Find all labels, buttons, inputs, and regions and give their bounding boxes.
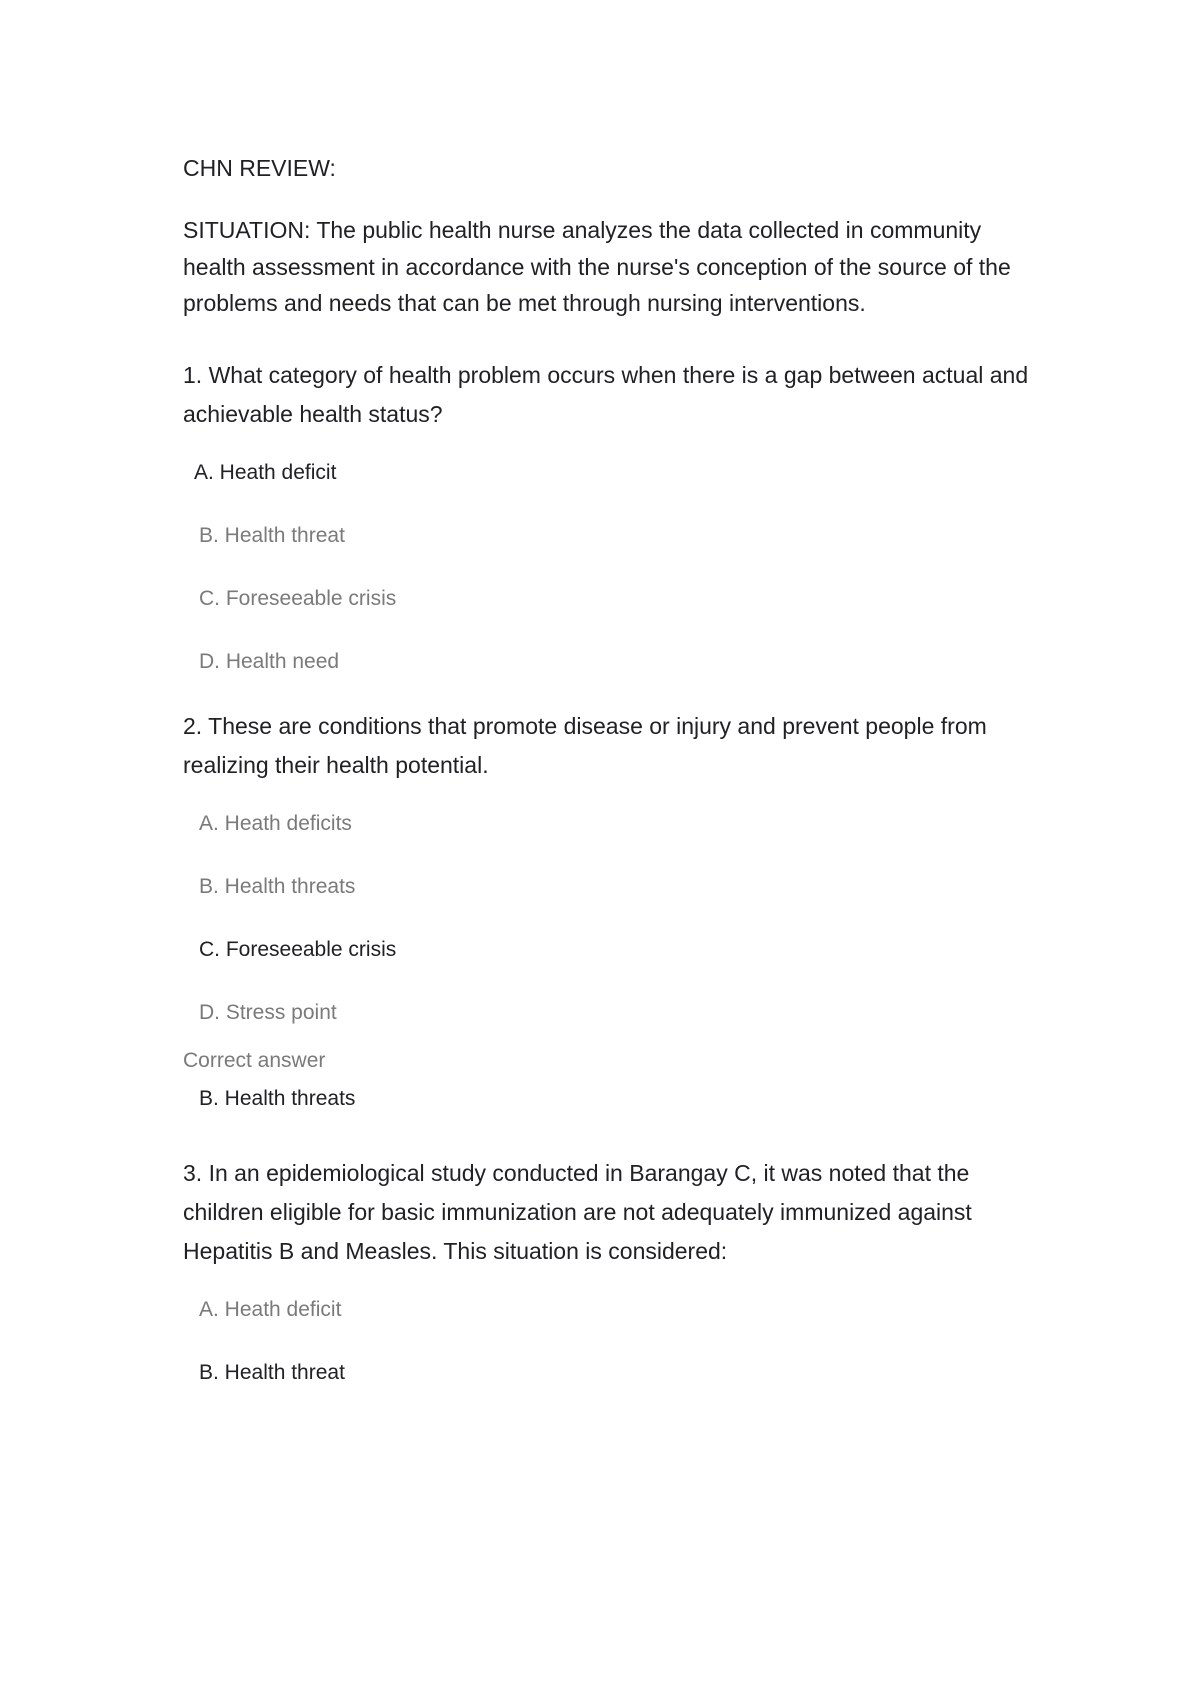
document-page [183, 150, 1043, 1407]
question-2-option-d[interactable]: D. Stress point [199, 1000, 337, 1024]
question-1-options [183, 459, 1043, 675]
question-3: 3. In an epidemiological study conducted in Barangay C, it was noted that the children eligible for basic immunization are not adequately immunized against Hepatitis B and Measles. This situation is considered: [183, 1159, 972, 1264]
question-2: 2. These are conditions that promote disease or injury and prevent people from realizing their health potential. [183, 712, 987, 778]
question-1-option-c[interactable]: C. Foreseeable crisis [199, 586, 397, 610]
question-1-option-d[interactable]: D. Health need [199, 649, 340, 673]
situation-paragraph: SITUATION: The public health nurse analyzes the data collected in community health assessment in accordance with the nurse's conception of the source of the problems and needs that can be met through nursing interventions. [183, 217, 1011, 316]
question-2-option-b[interactable]: B. Health threats [199, 874, 356, 898]
question-2-options [183, 810, 1043, 1026]
correct-answer-label: Correct answer [183, 1048, 326, 1072]
question-2-option-c[interactable]: C. Foreseeable crisis [199, 937, 397, 961]
question-1: 1. What category of health problem occurs when there is a gap between actual and achievable health status? [183, 361, 1029, 427]
document-title: CHN REVIEW: [183, 155, 336, 181]
question-2-option-a[interactable]: A. Heath deficits [199, 811, 352, 835]
correct-answer-value: B. Health threats [199, 1086, 356, 1110]
question-3-options [183, 1296, 1043, 1386]
question-3-option-a[interactable]: A. Heath deficit [199, 1297, 342, 1321]
question-1-option-b[interactable]: B. Health threat [199, 523, 345, 547]
question-1-option-a[interactable]: A. Heath deficit [194, 460, 337, 484]
question-3-option-b[interactable]: B. Health threat [199, 1360, 345, 1384]
